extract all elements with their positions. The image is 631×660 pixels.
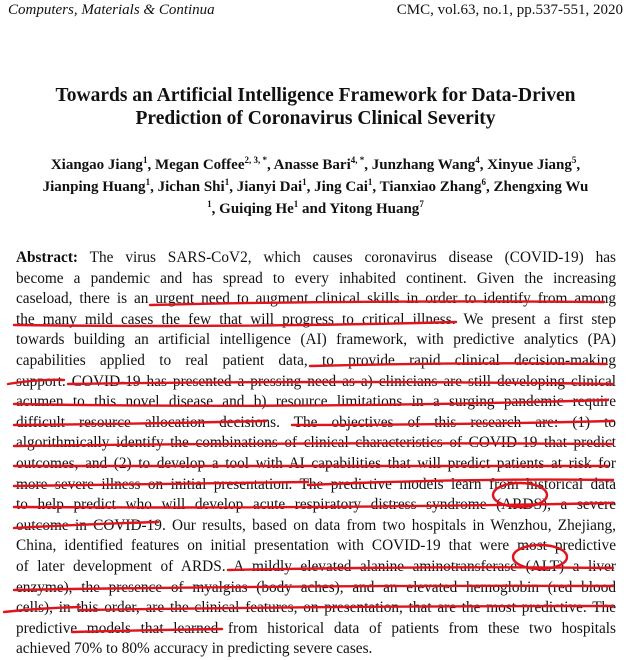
author-affiliation: 2, 3, *	[244, 155, 267, 165]
paper-title	[0, 84, 631, 130]
author-name: Jing Cai	[314, 179, 368, 195]
author-name: Tianxiao Zhang	[379, 179, 482, 195]
running-header	[8, 2, 623, 22]
author-line-1: Xiangao Jiang$^1$, Megan Coffee$^{2, 3, *}$, Anasse Bari$^{4, *}$, Junzhang Wang$^4$, Xinyue Jiang$^5$,	[50, 155, 581, 173]
author-affiliation: 1	[293, 199, 299, 209]
abstract-line: more severe illness on initial presentation. The predictive models learn from historical data	[16, 475, 616, 493]
author-name: Jianyi Dai	[236, 179, 303, 195]
abstract-line: towards building an artificial intelligence (AI) framework, with predictive analytics (PA)	[16, 331, 616, 349]
abstract-line: algorithmically identify the combinations of clinical characteristics of COVID-19 that predict	[16, 434, 616, 452]
title-line-1: Towards an Artificial Intelligence Framework for Data-Driven	[55, 85, 576, 106]
abstract-label: Abstract:	[16, 249, 79, 266]
title-line-2: Prediction of Coronavirus Clinical Severity	[135, 108, 496, 129]
author-affiliation: 1	[145, 177, 151, 187]
abstract-line: acumen to this novel disease and b) resource limitations in a surging pandemic require	[16, 393, 616, 411]
author-affiliation: 4, *	[350, 155, 365, 165]
abstract-line: support. COVID-19 has presented a pressing need as a) clinicians are still developing clinical	[16, 372, 616, 390]
author-name: Anasse Bari	[273, 157, 351, 173]
author-name: Jianping Huang	[42, 179, 146, 195]
author-name: Yitong Huang	[329, 201, 420, 217]
abstract-line: outcome in COVID-19. Our results, based on data from two hospitals in Wenzhou, Zhejiang,	[16, 516, 616, 534]
abstract-line: Abstract: The virus SARS-CoV2, which causes coronavirus disease (COVID-19) has	[16, 249, 616, 266]
abstract-line: cells), in this order, are the clinical features, on presentation, that are the most predictive. The	[16, 599, 616, 617]
author-name: Guiqing He	[219, 201, 294, 217]
author-affiliation: 1	[207, 199, 212, 209]
author-name: Xiangao Jiang	[50, 157, 143, 173]
abstract-line: of later development of ARDS. A mildly elevated alanine aminotransferase (ALT) a liver	[16, 557, 616, 575]
author-name: Junzhang Wang	[371, 157, 476, 173]
abstract	[16, 248, 616, 660]
author-line-2: Jianping Huang$^1$, Jichan Shi$^1$, Jianyi Dai$^1$, Jing Cai$^1$, Tianxiao Zhang$^6$, Zhengxing Wu	[42, 177, 589, 195]
author-name: Zhengxing Wu	[493, 179, 589, 195]
abstract-line: predictive models that learned from historical data of patients from these two hospitals	[16, 619, 616, 637]
abstract-line: become a pandemic and has spread to every inhabited continent. Given the increasing	[16, 269, 616, 287]
abstract-line: to help predict who will develop acute respiratory distress syndrome (ARDS), a severe	[16, 496, 616, 514]
abstract-line: caseload, there is an urgent need to augment clinical skills in order to identify from among	[16, 290, 616, 308]
abstract-line: achieved 70% to 80% accuracy in predicting severe cases.	[16, 640, 373, 658]
author-affiliation: 4	[475, 155, 480, 165]
author-list	[0, 154, 631, 220]
abstract-line: enzyme), the presence of myalgias (body aches), and an elevated hemoglobin (red blood	[16, 578, 616, 596]
abstract-line: outcomes, and (2) to develop a tool with AI capabilities that will predict patients at risk for	[16, 454, 616, 472]
author-affiliation: 6	[481, 177, 486, 187]
author-line-3: $^1$, Guiqing He$^1$ and Yitong Huang$^7$	[207, 199, 424, 217]
abstract-line: the many mild cases the few that will progress to critical illness. We present a first step	[16, 310, 616, 328]
author-affiliation: 5	[571, 155, 577, 165]
abstract-line: China, identified features on initial presentation with COVID-19 that were most predictive	[16, 537, 616, 555]
journal-citation: CMC, vol.63, no.1, pp.537-551, 2020	[396, 2, 623, 18]
author-affiliation: 1	[224, 177, 230, 187]
author-name: Jichan Shi	[157, 179, 225, 195]
author-affiliation: 1	[367, 177, 373, 187]
author-affiliation: 7	[419, 199, 424, 209]
abstract-line: capabilities applied to real patient data, to provide rapid clinical decision-making	[16, 351, 616, 369]
author-name: Xinyue Jiang	[487, 157, 572, 173]
author-affiliation: 1	[142, 155, 148, 165]
abstract-line: difficult resource allocation decisions. The objectives of this research are: (1) to	[16, 413, 616, 431]
journal-name: Computers, Materials & Continua	[8, 2, 215, 18]
author-affiliation: 1	[302, 177, 307, 187]
author-name: Megan Coffee	[154, 157, 245, 173]
